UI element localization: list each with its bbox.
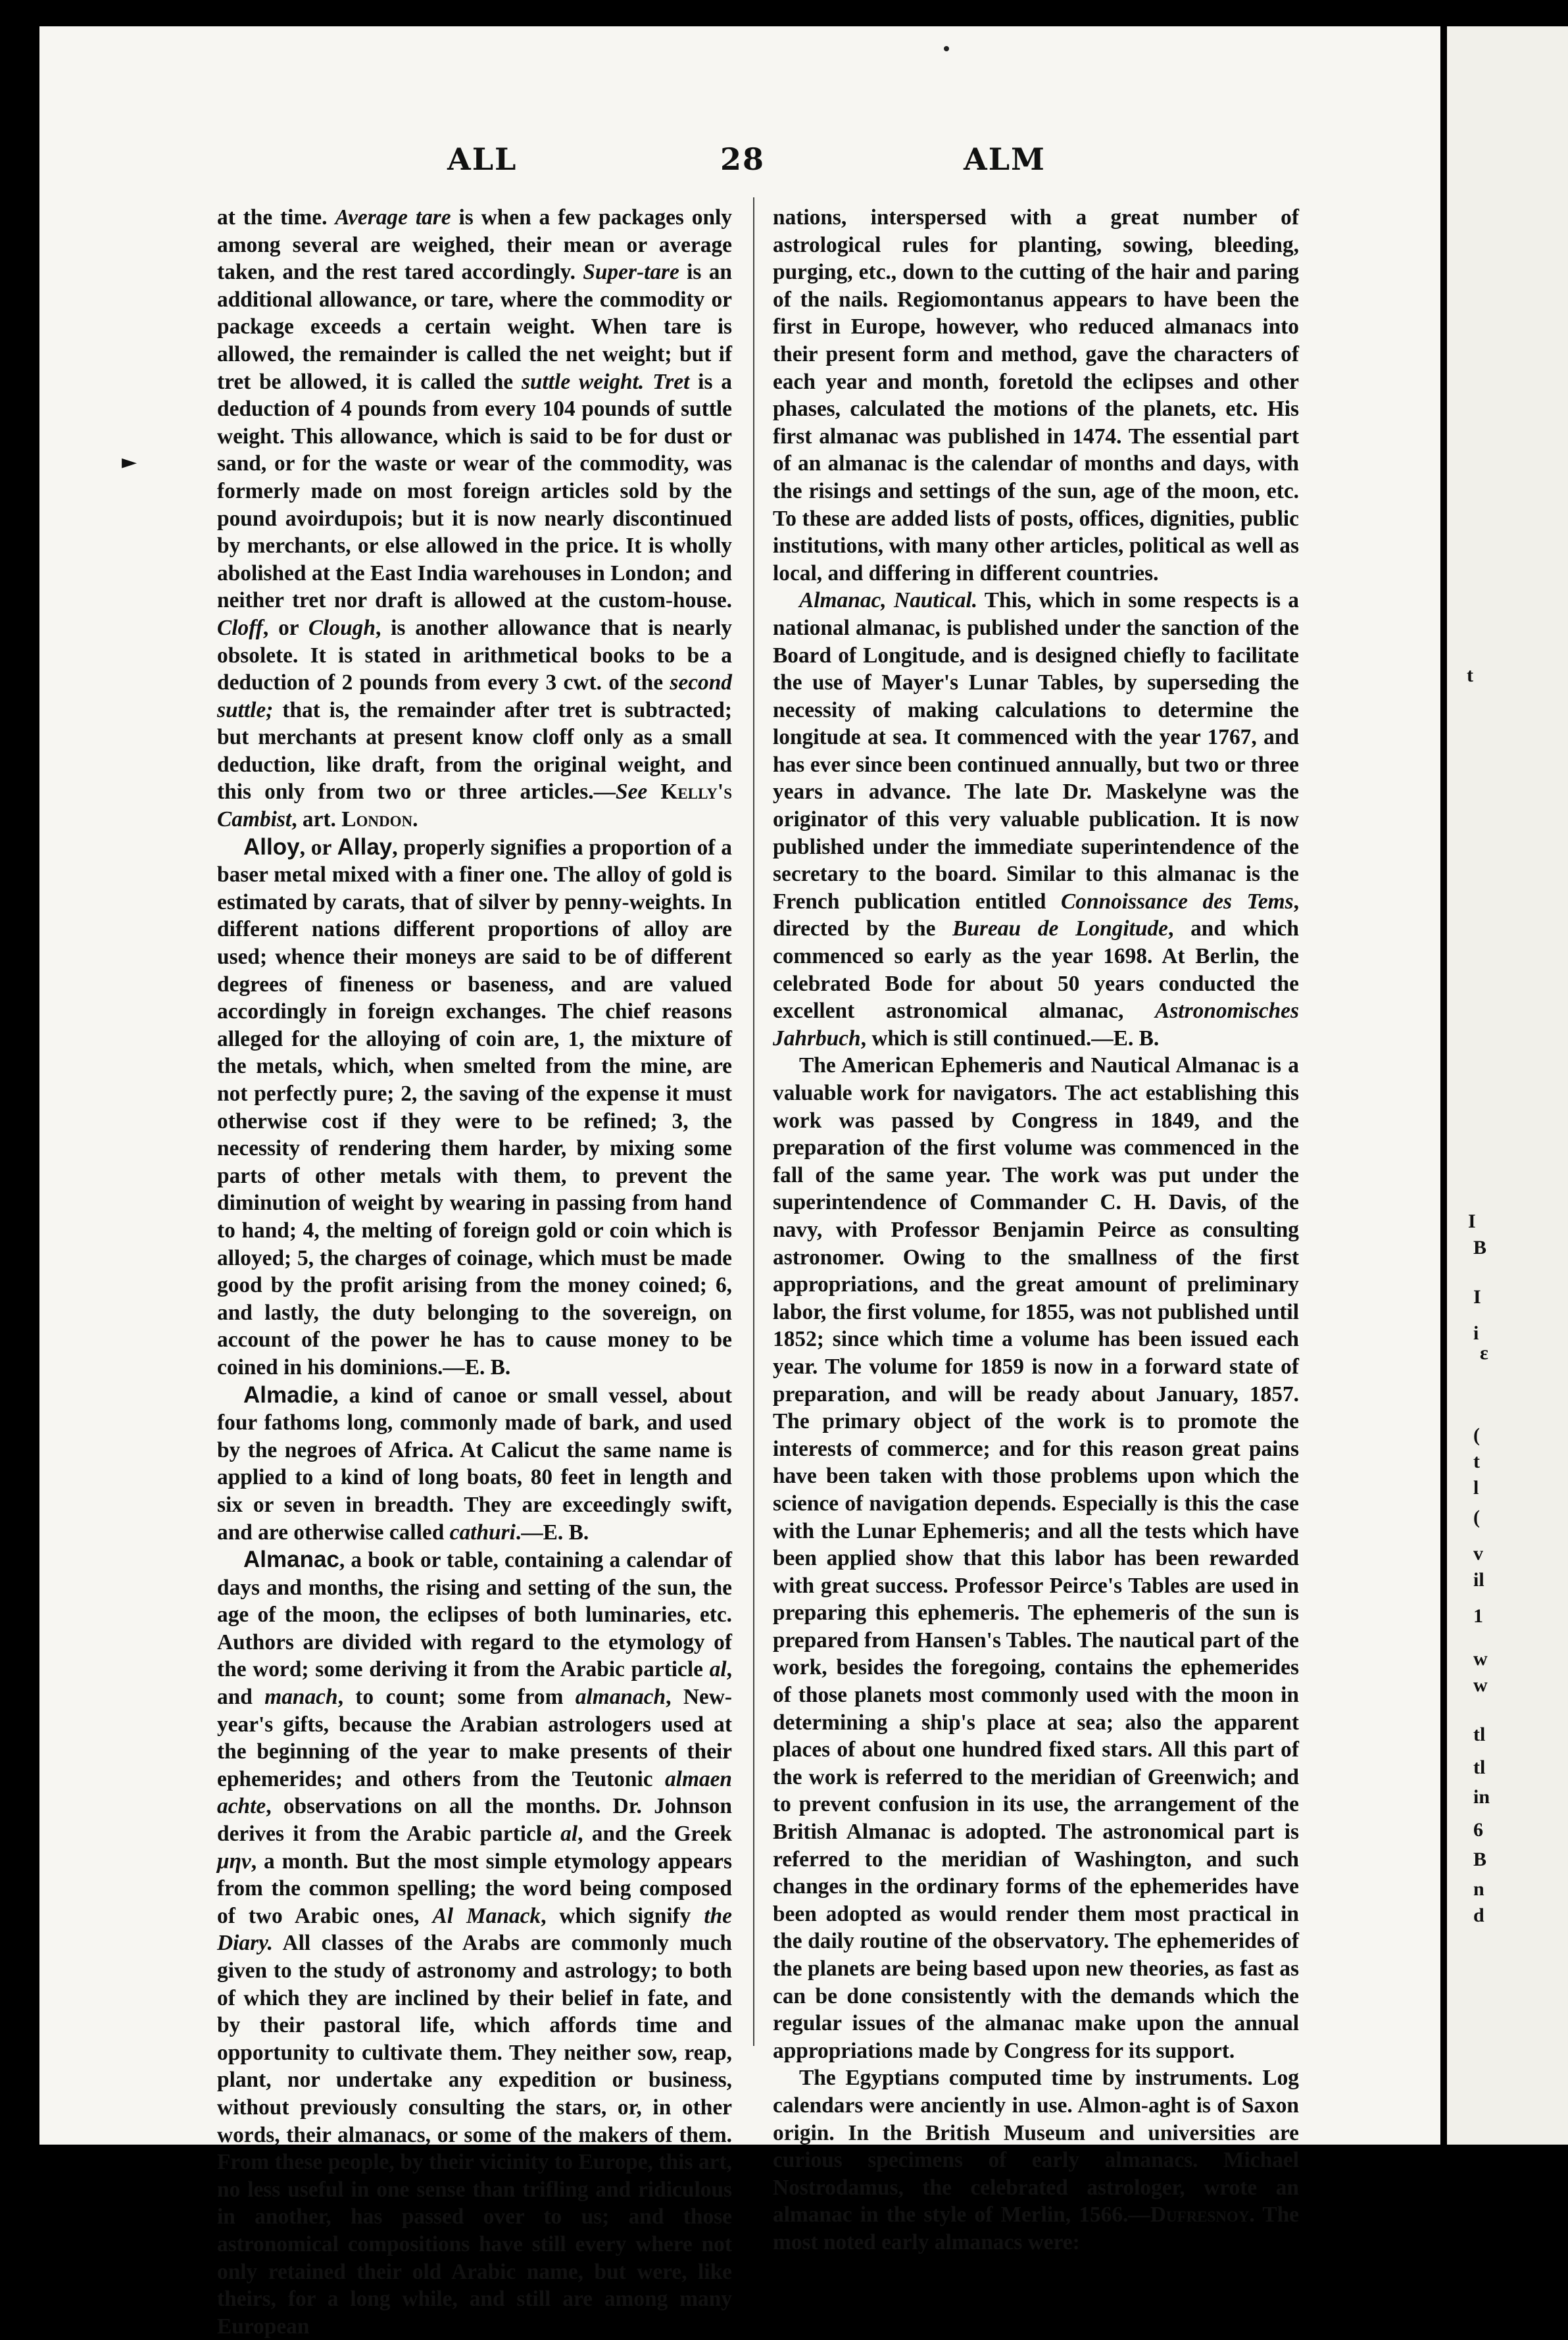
text-run: , which signify [541, 1903, 704, 1928]
facing-page-fragment: B [1473, 1849, 1487, 1870]
text-run: Clough [308, 615, 376, 640]
text-run: , a kind of canoe or small vessel, about four fathoms long, commonly made of bark, and used by the negroes of Africa. At Calicut the same name is applied to a kind of long boats, 80 feet in length and six or seven in breadth. They are exceedingly swift, and are otherwise called [217, 1383, 732, 1545]
text-run: , properly signifies a proportion of a baser metal mixed with a finer one. The alloy of gold is estimated by carats, that of silver by penny-weights. In different nations different proportions of alloy are used; whence their moneys are said to be of different degrees of fineness or baseness, and are valued accordingly in foreign exchanges. The chief reasons alleged for the alloying of coin are, 1, the mixture of the metals, which, when smelted from the mine, are not perfectly pure; 2, the saving of the expense it must otherwise cost if they were to be refined; 3, the necessity of rendering them harder, by mixing some parts of other metals with them, to prevent the diminution of weight by wearing in passing from hand to hand; 4, the melting of foreign gold or coin which is alloyed; 5, the charges of coinage, which must be made good by the profit arising from the money coined; 6, and lastly, the duty belonging to the sovereign, on account of the power he has to cause money to be coined in his dominions.—E. B. [217, 835, 732, 1380]
text-run: μην [217, 1849, 251, 1874]
text-run [647, 780, 660, 804]
paragraph [773, 587, 1299, 1052]
text-run: , and which commenced so early as the year 1698. At Berlin, the celebrated Bode for about 50 years conducted the excellent astronomical almanac, [773, 916, 1299, 1024]
text-run: the Diary. [217, 1903, 732, 1956]
entry-term: Alloy [243, 834, 300, 860]
book-page [39, 26, 1440, 2339]
text-run: Bureau de Longitude [952, 916, 1169, 941]
facing-page-fragment: ( [1473, 1506, 1480, 1528]
text-run: cathuri [449, 1520, 516, 1545]
facing-page-fragment: i [1473, 1322, 1479, 1344]
text-run: , is another allowance that is nearly obsolete. It is stated in arithmetical books to be a deduction of 2 pounds from every 3 cwt. of the [217, 615, 732, 695]
text-run: Dufresnoy [1150, 2203, 1250, 2228]
text-run: that is, the remainder after tret is subtracted; but merchants at present know cloff only as a small deduction, like draft, from the original weight, and this only from two or three articles.— [217, 697, 732, 805]
facing-page-fragment: d [1473, 1904, 1484, 1926]
page-number: 28 [720, 141, 766, 177]
paragraph [773, 204, 1299, 587]
facing-page-edge [1447, 26, 1568, 2145]
margin-mark: ► [122, 451, 137, 474]
text-run: almanach [575, 1685, 666, 1710]
text-run: .—E. B. [515, 1520, 589, 1545]
text-run: is a deduction of 4 pounds from every 104 pounds of suttle weight. This allowance, which is said to be for dust or sand, or for the waste or wear of the commodity, was formerly made on most foreign articles sold by the pound avoirdupois; but it is now nearly discontinued by merchants, or else allowed in the price. It is wholly abolished at the East India warehouses in London; and neither tret nor draft is allowed at the custom-house. [217, 369, 732, 613]
facing-page-fragment: ε [1480, 1342, 1488, 1364]
text-run: All classes of the Arabs are commonly much given to the study of astronomy and astrology; to both of which they are inclined by their belief in fate, and by their pastoral life, which affords time and opportunity to cultivate them. They neither sow, reap, plant, nor undertake any expedition or business, without previously consulting the stars, or, in other words, their almanacs, or some of the makers of them. From these people, by their vicinity to Europe, this art, no less useful in one sense than trifling and ridiculous in another, has passed over to us; and those astronomical compositions have still every where not only retained their old Arabic name, but were, like theirs, for a long while, and still are among many European [217, 1931, 732, 2339]
facing-page-fragment: l [1473, 1477, 1479, 1499]
page-speck [944, 46, 949, 51]
text-run: al [709, 1657, 727, 1682]
text-run: Tret [652, 369, 690, 394]
facing-page-fragment: w [1473, 1674, 1488, 1696]
text-run: , and [217, 1657, 732, 1710]
paragraph [217, 1382, 732, 1547]
facing-page-fragment: w [1473, 1648, 1488, 1670]
paragraph [217, 834, 732, 1382]
paragraph [773, 1052, 1299, 2064]
right-column [773, 204, 1299, 2256]
text-run: almaen achte [217, 1766, 732, 1819]
entry-term: Almadie [243, 1382, 333, 1408]
text-run: is an additional allowance, or tare, where the commodity or package exceeds a certain weight. When tare is allowed, the remainder is called the net weight; but if tret be allowed, it is called the [217, 260, 732, 394]
text-run: , a month. But the most simple etymology appears from the common spelling; the word being composed of two Arabic ones, [217, 1849, 732, 1928]
text-run: Astronomisches Jahrbuch [773, 999, 1299, 1051]
text-run: The Egyptians computed time by instruments. Log calendars were anciently in use. Almon-aght is of Saxon origin. In the British Museum and universities are curious specimens of early almanacs. Michael Nostrodamus, the celebrated astrologer, wrote an almanac in the style of Merlin, 1566.— [773, 2066, 1299, 2228]
facing-page-fragment: tl [1473, 1756, 1486, 1778]
text-run: Super-tare [583, 260, 679, 285]
facing-page-fragment: t [1467, 664, 1473, 686]
column-rule [753, 197, 754, 2046]
text-run: Kelly's [660, 780, 732, 805]
text-run: . [412, 807, 418, 832]
running-head-left: ALL [447, 141, 518, 177]
text-run: Connoissance des Tems [1060, 889, 1294, 914]
facing-page-fragment: I [1468, 1210, 1476, 1232]
facing-page-fragment: n [1473, 1878, 1484, 1900]
left-column [217, 204, 732, 2340]
facing-page-fragment: il [1473, 1569, 1484, 1591]
facing-page-fragment: 6 [1473, 1819, 1483, 1841]
facing-page-fragment: v [1473, 1543, 1483, 1564]
text-run: suttle weight. [521, 369, 645, 394]
text-run: , a book or table, containing a calendar of days and months, the rising and setting of the sun, the age of the moon, the eclipses of both luminaries, etc. Authors are divided with regard to the etymology of the word; some deriving it from the Arabic particle [217, 1548, 732, 1682]
facing-page-fragment: tl [1473, 1724, 1486, 1745]
text-run: , or [299, 835, 337, 860]
paragraph [773, 2064, 1299, 2256]
facing-page-fragment: 1 [1473, 1605, 1483, 1627]
text-run: . The most noted early almanacs were: [773, 2203, 1299, 2254]
text-run: , art. [291, 807, 342, 832]
text-run: Al Manack [432, 1903, 541, 1928]
text-run: , or [262, 615, 308, 640]
text-run: al [560, 1822, 578, 1847]
text-run: , to count; some from [337, 1685, 576, 1710]
text-run [644, 370, 652, 394]
text-run: Cambist [217, 807, 292, 832]
text-run: , observations on all the months. Dr. Johnson derives it from the Arabic particle [217, 1794, 732, 1847]
running-head-right: ALM [964, 141, 1046, 177]
text-run: , New-year's gifts, because the Arabian astrologers used at the beginning of the year to make presents of their ephemerides; and others from the Teutonic [217, 1685, 732, 1791]
text-run: Cloff [217, 615, 263, 640]
text-run: , which is still continued.—E. B. [860, 1026, 1160, 1051]
text-run: Almanac, Nautical. [799, 588, 978, 613]
entry-term: Allay [337, 834, 393, 860]
text-run: is when a few packages only among several are weighed, their mean or average taken, and the rest tared accordingly. [217, 205, 733, 285]
text-run: nations, interspersed with a great number of astrological rules for planting, sowing, bleeding, purging, etc., down to the cutting of the hair and paring of the nails. Regiomontanus appears to have been the first in Europe, however, who reduced almanacs into their present form and method, gave the characters of each year and month, foretold the eclipses and other phases, calculated the motions of the planets, etc. His first almanac was published in 1474. The essential part of an almanac is the calendar of months and days, with the risings and settings of the sun, age of the moon, etc. To these are added lists of posts, offices, dignities, public institutions, with many other articles, political as well as local, and differing in different countries. [773, 205, 1299, 585]
text-run: This, which in some respects is a national almanac, is published under the sanction of the Board of Longitude, and is designed chiefly to facilitate the use of Mayer's Lunar Tables, by superseding the necessity of making calculations to determine the longitude at sea. It commenced with the year 1767, and has ever since been continued annually, but two or three years in advance. The late Dr. Maskelyne was the originator of this very valuable publication. It is now published under the immediate superintendence of the secretary to the board. Similar to this almanac is the French publication entitled [773, 588, 1299, 914]
text-run: , and the Greek [577, 1822, 732, 1847]
text-run: at the time. [217, 205, 335, 230]
text-run: See [616, 780, 648, 805]
text-run: London [341, 807, 413, 832]
facing-page-fragment: B [1473, 1237, 1487, 1258]
text-run: The American Ephemeris and Nautical Almanac is a valuable work for navigators. The act establishing this work was passed by Congress in 1849, and the preparation of the first volume was commenced in the fall of the same year. The work was put under the superintendence of Commander C. H. Davis, of the navy, with Professor Benjamin Peirce as consulting astronomer. Owing to the smallness of the first appropriations, and the great amount of preliminary labor, the first volume, for 1855, was not published until 1852; since which time a volume has been issued each year. The volume for 1859 is now in a forward state of preparation, and will be ready about January, 1857. The primary object of the work is to promote the interests of commerce; and for this reason great pains have been taken with those problems upon which the science of navigation depends. Especially is this the case with the Lunar Ephemeris; and all the tests which have been applied show that this labor has been rewarded with great success. Professor Peirce's Tables are used in preparing this ephemeris. The ephemeris of the sun is prepared from Hansen's Tables. The nautical part of the work, besides the foregoing, contains the ephemerides of those planets most commonly used with the moon in determining a ship's place at sea; also the apparent places of about one hundred fixed stars. All this part of the work is referred to the meridian of Greenwich; and to prevent confusion in its use, the arrangement of the British Almanac is adopted. The astronomical part is referred to the meridian of Washington, and such changes in the ordinary forms of the ephemerides have been adopted as would render them most practical in the daily routine of the observatory. The ephemerides of the planets are being based upon new theories, as fast as can be done consistently with the demands which the regular issues of the almanac make upon the annual appropriations made by Congress for its support. [773, 1053, 1299, 2063]
paragraph [217, 1546, 732, 2340]
facing-page-fragment: t [1473, 1451, 1480, 1472]
facing-page-fragment: I [1473, 1286, 1481, 1308]
paragraph [217, 204, 732, 834]
text-run: manach [264, 1685, 338, 1710]
facing-page-fragment: in [1473, 1786, 1490, 1808]
text-run: Average tare [335, 205, 451, 230]
facing-page-fragment: ( [1473, 1424, 1480, 1446]
text-run: second suttle; [217, 670, 732, 722]
text-run: , directed by the [773, 889, 1299, 941]
entry-term: Almanac [243, 1547, 339, 1573]
